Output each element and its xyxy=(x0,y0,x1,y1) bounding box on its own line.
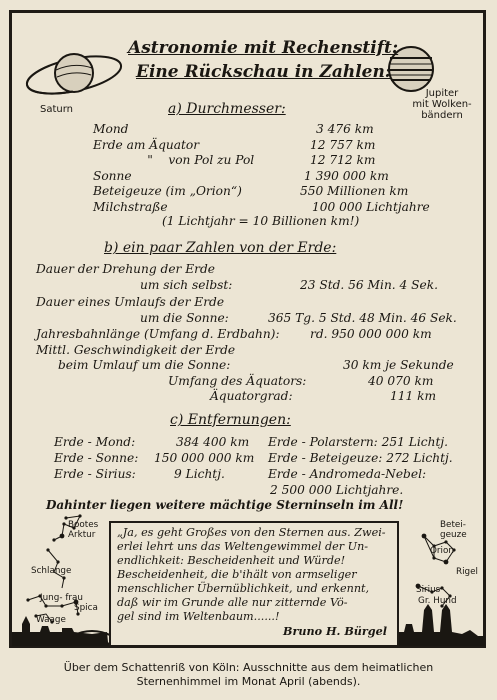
section-b-row1-a: Dauer der Drehung der Erde xyxy=(36,262,215,276)
jungfrau-label: Jung- frau xyxy=(40,593,83,603)
saturn-illustration xyxy=(22,44,126,106)
section-c-right-labels xyxy=(268,434,453,498)
section-b-row2-a: Dauer eines Umlaufs der Erde xyxy=(36,295,225,309)
section-a-label: Erde am Äquator xyxy=(93,137,200,152)
distance-label: Erde - Sirius: xyxy=(54,467,136,481)
quote-line: erlei lehrt uns das Weltengewimmel der Un- xyxy=(117,540,369,553)
caption-line-2: Sternenhimmel im Monat April (abends). xyxy=(136,675,361,688)
schlange-label: Schlange xyxy=(31,566,72,576)
section-a-value: 12 712 km xyxy=(310,153,376,167)
beteigeuze-label: Betei- geuze xyxy=(440,520,467,540)
quote-line: endlichkeit: Bescheidenheit und Würde! xyxy=(117,554,346,567)
gr-hund-label: Gr. Hund xyxy=(418,596,457,606)
section-b-row1-value: 23 Std. 56 Min. 4 Sek. xyxy=(300,278,438,292)
closing-line: Dahinter liegen weitere mächtige Sterninseln im All! xyxy=(46,498,404,512)
section-a-value: 3 476 km xyxy=(316,122,374,136)
distance-label: Erde - Beteigeuze: 272 Lichtj. xyxy=(268,451,453,465)
section-a-value: 1 390 000 km xyxy=(304,168,389,183)
distance-label: Erde - Mond: xyxy=(54,435,136,449)
section-b-row1-b: um sich selbst: xyxy=(140,278,233,292)
bootes-label: Bootes Arktur xyxy=(68,520,99,540)
distance-value: 150 000 000 km xyxy=(154,451,255,465)
section-b-row2-value: 365 Tg. 5 Std. 48 Min. 46 Sek. xyxy=(268,311,457,325)
section-b-row4-b: beim Umlauf um die Sonne: xyxy=(58,358,231,372)
section-b-row6-value: 111 km xyxy=(390,389,437,403)
title-line-2: Eine Rückschau in Zahlen: xyxy=(136,62,392,82)
rigel-label: Rigel xyxy=(456,567,478,577)
section-b-row5-value: 40 070 km xyxy=(368,374,434,388)
section-b-row4-value: 30 km je Sekunde xyxy=(343,358,454,372)
distance-label: Erde - Andromeda-Nebel: xyxy=(268,467,427,481)
section-b-row4-a: Mittl. Geschwindigkeit der Erde xyxy=(36,343,236,357)
section-c-left-labels xyxy=(54,434,138,482)
distance-value: 2 500 000 Lichtjahre. xyxy=(270,483,404,497)
section-a-values xyxy=(300,122,430,215)
quote-line: gel sind im Weltenbaum......! xyxy=(117,610,280,623)
lightyear-note: (1 Lichtjahr = 10 Billionen km!) xyxy=(162,214,360,228)
section-a-heading: a) Durchmesser: xyxy=(168,101,286,117)
quote-line: „Ja, es geht Großes von den Sternen aus. Zwei- xyxy=(117,526,386,539)
section-a-value: 550 Millionen km xyxy=(300,184,409,198)
caption-line-1: Über dem Schattenriß von Köln: Ausschnitte aus dem heimatlichen xyxy=(63,661,434,674)
section-b-row3-value: rd. 950 000 000 km xyxy=(310,327,432,341)
quote-box xyxy=(109,521,399,647)
section-c-heading: c) Entfernungen: xyxy=(170,412,291,428)
distance-value: 384 400 km xyxy=(176,435,250,449)
section-a-label: " von Pol zu Pol xyxy=(93,153,255,167)
section-a-label: Beteigeuze (im „Orion“) xyxy=(93,184,242,198)
sirius-label: Sirius xyxy=(416,585,441,595)
section-a-label: Sonne xyxy=(93,168,132,183)
section-b-row5-b: Umfang des Äquators: xyxy=(168,374,307,388)
jupiter-label: Jupiter mit Wolken- bändern xyxy=(412,88,472,121)
section-a-value: 12 757 km xyxy=(310,137,376,152)
section-a-labels xyxy=(93,122,254,215)
section-a-label: Milchstraße xyxy=(93,199,168,214)
saturn-label: Saturn xyxy=(40,104,74,115)
section-b-row6-b: Äquatorgrad: xyxy=(210,389,293,403)
title-line-1: Astronomie mit Rechenstift: xyxy=(128,38,399,58)
quote-author: Bruno H. Bürgel xyxy=(282,624,387,638)
section-a-label: Mond xyxy=(93,122,129,136)
quote-line: menschlicher Übernüblichkeit, und erkennt, xyxy=(117,582,370,595)
section-b-row3-a: Jahresbahnlänge (Umfang d. Erdbahn): xyxy=(36,327,280,341)
distance-value: 9 Lichtj. xyxy=(174,467,225,481)
distance-label: Erde - Sonne: xyxy=(54,451,139,465)
distance-label: Erde - Polarstern: 251 Lichtj. xyxy=(268,435,449,449)
orion-label: Orion xyxy=(430,546,454,556)
section-b-heading: b) ein paar Zahlen von der Erde: xyxy=(104,240,337,256)
quote-line: daß wir im Grunde alle nur zitternde Vö- xyxy=(117,596,348,609)
quote-line: Bescheidenheit, die b'ihält von armseliger xyxy=(117,568,357,581)
section-b-row2-b: um die Sonne: xyxy=(140,311,229,325)
section-a-value: 100 000 Lichtjahre xyxy=(312,199,430,214)
waage-label: Waage xyxy=(36,615,66,625)
section-c-left-values xyxy=(150,434,254,482)
spica-label: Spica xyxy=(74,603,98,613)
